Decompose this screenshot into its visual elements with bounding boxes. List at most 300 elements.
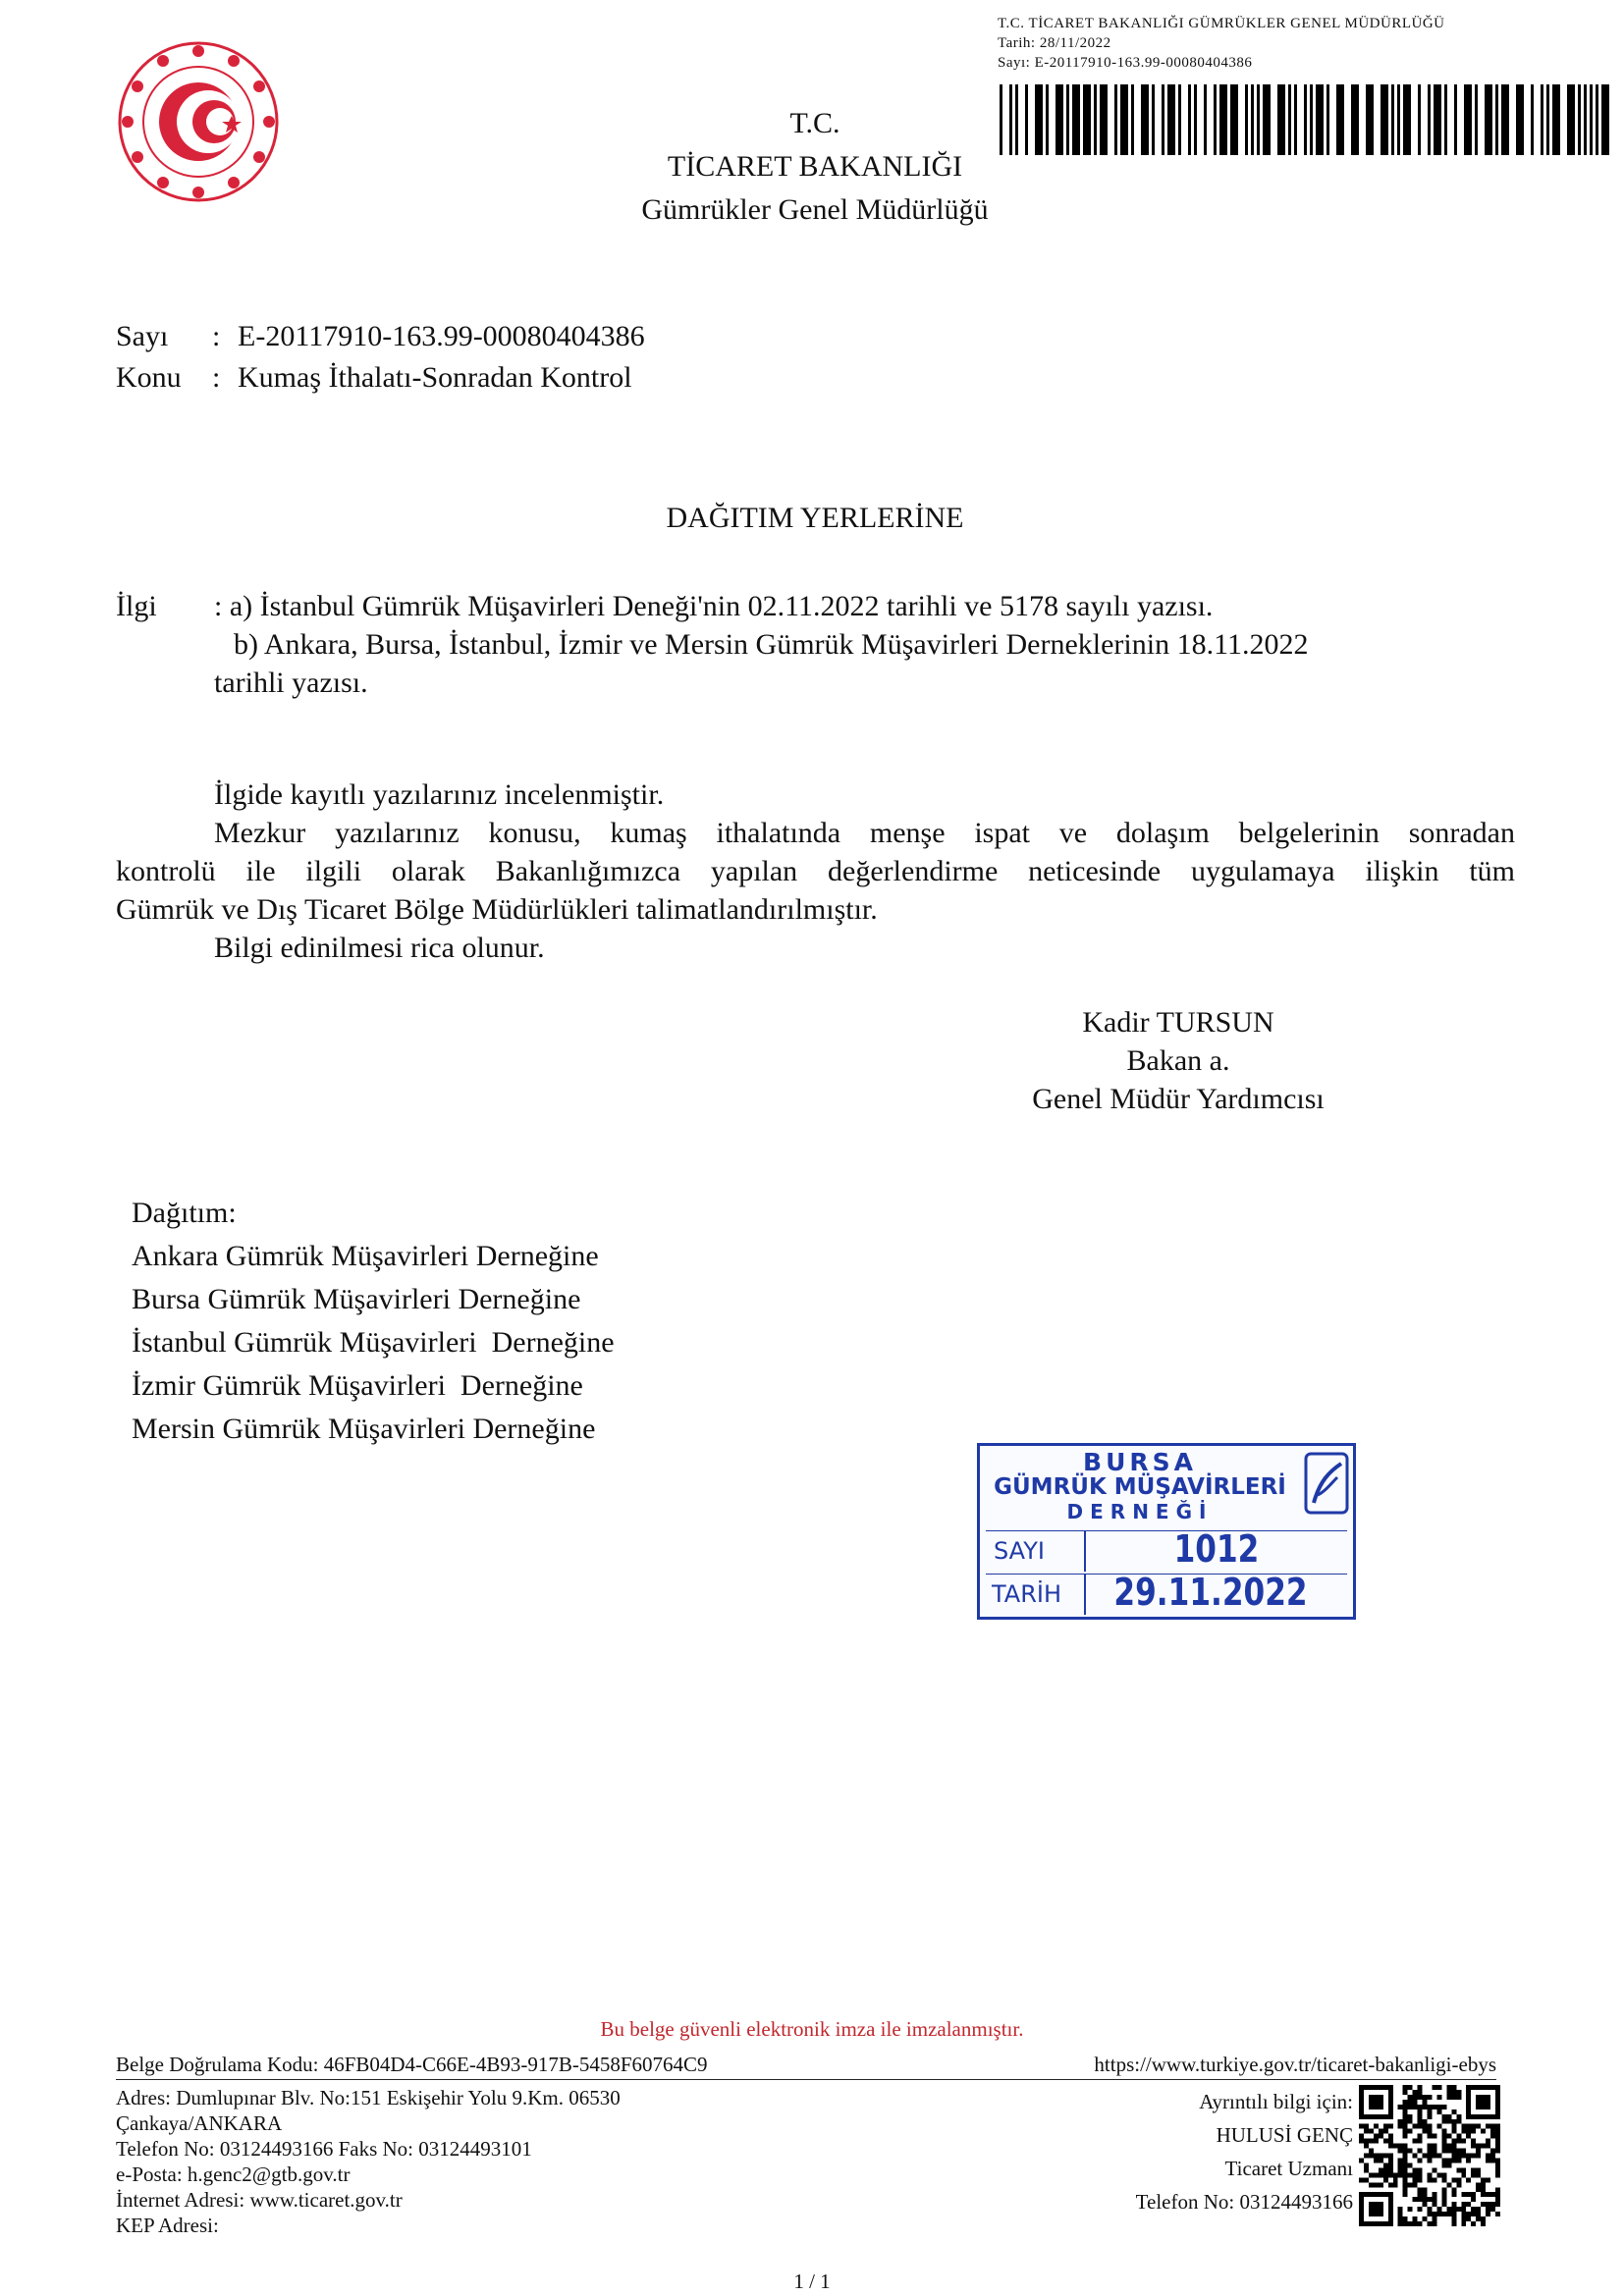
qr-module (1408, 2221, 1413, 2226)
qr-module (1441, 2119, 1446, 2124)
qr-module (1451, 2139, 1456, 2144)
barcode-bar (1531, 84, 1534, 155)
qr-module (1423, 2119, 1428, 2124)
ministry-seal-logo (116, 39, 281, 204)
qr-module (1369, 2154, 1374, 2159)
qr-module (1423, 2105, 1428, 2109)
qr-module (1398, 2167, 1403, 2172)
stamp-tarih-value: 29.11.2022 (1113, 1571, 1308, 1614)
qr-module (1486, 2144, 1490, 2149)
header-ministry: TİCARET BAKANLIĞI (667, 150, 963, 183)
qr-module (1418, 2085, 1423, 2090)
barcode-bar (1495, 84, 1498, 155)
footer-contact-block (982, 2085, 1353, 2218)
qr-module (1423, 2216, 1428, 2221)
qr-module (1403, 2085, 1408, 2090)
qr-module (1486, 2158, 1490, 2163)
qr-module (1398, 2124, 1403, 2129)
barcode-bar (1194, 84, 1197, 155)
qr-module (1393, 2172, 1398, 2177)
qr-module (1495, 2197, 1500, 2202)
qr-module (1451, 2090, 1456, 2095)
body-paragraph-2-line-2: kontrolü ile ilgili olarak Bakanlığımızca yapılan değerlendirme neticesinde uygulamaya ilişkin tüm (116, 855, 1515, 887)
qr-module (1436, 2105, 1441, 2109)
qr-module (1379, 2129, 1383, 2134)
qr-module (1428, 2109, 1433, 2114)
signatory-role-2: Genel Müdür Yardımcısı (1032, 1083, 1325, 1115)
qr-module (1471, 2172, 1476, 2177)
barcode-bar (1397, 84, 1400, 155)
qr-module (1398, 2172, 1403, 2177)
barcode-header-line: T.C. TİCARET BAKANLIĞI GÜMRÜKLER GENEL MÜDÜRLÜĞÜ (998, 16, 1445, 31)
qr-module (1398, 2119, 1403, 2124)
qr-module (1486, 2202, 1490, 2207)
qr-module (1461, 2129, 1466, 2134)
qr-module (1369, 2182, 1374, 2187)
qr-module (1451, 2221, 1456, 2226)
qr-module (1451, 2149, 1456, 2154)
meta-sayi-value: E-20117910-163.99-00080404386 (238, 320, 645, 352)
qr-module (1383, 2154, 1388, 2159)
ilgi-item-a: : a) İstanbul Gümrük Müşavirleri Deneği'nin 02.11.2022 tarihli ve 5178 sayılı yazısı. (214, 590, 1214, 622)
qr-module (1374, 2172, 1379, 2177)
qr-module (1359, 2158, 1364, 2163)
qr-module (1408, 2129, 1413, 2134)
qr-module (1486, 2192, 1490, 2197)
qr-module (1374, 2154, 1379, 2159)
qr-module (1428, 2154, 1433, 2159)
qr-module (1441, 2202, 1446, 2207)
barcode-bar (1475, 84, 1478, 155)
qr-module (1466, 2192, 1471, 2197)
qr-module (1461, 2139, 1466, 2144)
qr-module (1418, 2221, 1423, 2226)
qr-module (1403, 2124, 1408, 2129)
qr-module (1481, 2221, 1486, 2226)
qr-module (1466, 2154, 1471, 2159)
qr-module (1432, 2216, 1436, 2221)
footer-divider (116, 2079, 1496, 2080)
qr-module (1495, 2144, 1500, 2149)
barcode-bar (1277, 84, 1285, 155)
qr-module (1403, 2216, 1408, 2221)
qr-module (1451, 2177, 1456, 2182)
qr-module (1408, 2119, 1413, 2124)
qr-module (1476, 2144, 1481, 2149)
qr-module (1461, 2149, 1466, 2154)
qr-module (1471, 2144, 1476, 2149)
qr-module (1461, 2154, 1466, 2159)
qr-module (1413, 2154, 1418, 2159)
barcode-date-line: Tarih: 28/11/2022 (998, 35, 1111, 51)
qr-module (1403, 2167, 1408, 2172)
qr-module (1388, 2158, 1393, 2163)
qr-module (1456, 2114, 1461, 2119)
qr-module (1379, 2172, 1383, 2177)
qr-module (1418, 2197, 1423, 2202)
barcode-bar (1326, 84, 1329, 155)
qr-module (1481, 2182, 1486, 2187)
qr-module (1383, 2129, 1388, 2134)
qr-module (1364, 2144, 1369, 2149)
barcode-bar (1464, 84, 1472, 155)
qr-module (1451, 2187, 1456, 2192)
qr-module (1432, 2154, 1436, 2159)
qr-module (1446, 2144, 1451, 2149)
qr-module (1471, 2167, 1476, 2172)
qr-module (1476, 2167, 1481, 2172)
qr-module (1383, 2163, 1388, 2167)
qr-module (1413, 2177, 1418, 2182)
qr-module (1379, 2134, 1383, 2139)
qr-module (1383, 2167, 1388, 2172)
qr-module (1428, 2095, 1433, 2100)
qr-module (1403, 2149, 1408, 2154)
qr-module (1413, 2182, 1418, 2187)
qr-module (1418, 2134, 1423, 2139)
qr-module (1456, 2090, 1461, 2095)
qr-code[interactable] (1359, 2085, 1500, 2226)
qr-module (1403, 2109, 1408, 2114)
qr-module (1359, 2139, 1364, 2144)
barcode-bar (1454, 84, 1457, 155)
qr-module (1461, 2207, 1466, 2212)
qr-module (1423, 2095, 1428, 2100)
qr-module (1403, 2182, 1408, 2187)
footer-contact-name: HULUSİ GENÇ (1216, 2123, 1353, 2147)
qr-module (1471, 2221, 1476, 2226)
qr-module (1369, 2129, 1374, 2134)
qr-module (1364, 2163, 1369, 2167)
qr-module (1441, 2172, 1446, 2177)
footer-kep: KEP Adresi: (116, 2214, 219, 2237)
list-item: İzmir Gümrük Müşavirleri Derneğine (132, 1369, 583, 1402)
qr-module (1446, 2095, 1451, 2100)
qr-module (1428, 2124, 1433, 2129)
qr-module (1388, 2139, 1393, 2144)
qr-module (1436, 2109, 1441, 2114)
qr-module (1403, 2114, 1408, 2119)
qr-module (1441, 2197, 1446, 2202)
qr-module (1495, 2163, 1500, 2167)
qr-module (1476, 2216, 1481, 2221)
barcode-bar (1178, 84, 1181, 155)
qr-module (1364, 2167, 1369, 2172)
qr-module (1403, 2187, 1408, 2192)
qr-module (1418, 2095, 1423, 2100)
qr-module (1451, 2158, 1456, 2163)
footer-address-2: Çankaya/ANKARA (116, 2111, 283, 2135)
barcode-bar (1403, 84, 1411, 155)
qr-module (1388, 2134, 1393, 2139)
qr-module (1486, 2212, 1490, 2216)
meta-sayi-row (116, 316, 901, 357)
qr-module (1403, 2119, 1408, 2124)
qr-module (1398, 2207, 1403, 2212)
qr-module (1486, 2177, 1490, 2182)
qr-module (1408, 2085, 1413, 2090)
qr-module (1423, 2100, 1428, 2105)
qr-module (1428, 2105, 1433, 2109)
barcode-bar (1590, 84, 1593, 155)
received-stamp (977, 1443, 1356, 1620)
qr-module (1446, 2149, 1451, 2154)
distribution-title: Dağıtım: (132, 1197, 237, 1229)
verification-url-link[interactable]: https://www.turkiye.gov.tr/ticaret-bakanligi-ebys (1094, 2053, 1496, 2076)
qr-module (1481, 2216, 1486, 2221)
qr-module (1418, 2177, 1423, 2182)
qr-module (1466, 2202, 1471, 2207)
footer-contact-phone: Telefon No: 03124493166 (1135, 2190, 1353, 2214)
qr-module (1461, 2216, 1466, 2221)
qr-module (1432, 2134, 1436, 2139)
barcode-bar (1351, 84, 1359, 155)
qr-module (1432, 2202, 1436, 2207)
qr-module (1398, 2212, 1403, 2216)
qr-module (1461, 2202, 1466, 2207)
qr-module (1446, 2114, 1451, 2119)
qr-module (1441, 2105, 1446, 2109)
qr-module (1413, 2139, 1418, 2144)
qr-module (1383, 2139, 1388, 2144)
stamp-city: BURSA (1083, 1448, 1197, 1476)
stamp-org-suffix: DERNEĞİ (1066, 1500, 1214, 1523)
qr-module (1436, 2212, 1441, 2216)
qr-module (1418, 2124, 1423, 2129)
qr-module (1398, 2105, 1403, 2109)
qr-module (1393, 2144, 1398, 2149)
qr-module (1456, 2158, 1461, 2163)
qr-module (1476, 2172, 1481, 2177)
qr-module (1403, 2221, 1408, 2226)
qr-module (1446, 2134, 1451, 2139)
qr-module (1359, 2124, 1364, 2129)
qr-module (1403, 2192, 1408, 2197)
qr-module (1495, 2172, 1500, 2177)
qr-module (1388, 2124, 1393, 2129)
qr-module (1441, 2149, 1446, 2154)
qr-module (1432, 2177, 1436, 2182)
qr-module (1408, 2100, 1413, 2105)
qr-module (1423, 2202, 1428, 2207)
qr-module (1364, 2154, 1369, 2159)
qr-module (1495, 2139, 1500, 2144)
qr-module (1369, 2149, 1374, 2154)
qr-module (1490, 2154, 1495, 2159)
barcode-number-line: Sayı: E-20117910-163.99-00080404386 (998, 55, 1253, 71)
qr-module (1495, 2202, 1500, 2207)
qr-module (1403, 2172, 1408, 2177)
qr-module (1398, 2163, 1403, 2167)
qr-module (1441, 2163, 1446, 2167)
qr-module (1490, 2192, 1495, 2197)
qr-module (1403, 2144, 1408, 2149)
barcode-bar (1204, 84, 1207, 155)
meta-konu-label: Konu (116, 361, 182, 394)
qr-module (1359, 2134, 1364, 2139)
barcode-bar (1251, 84, 1254, 155)
qr-module (1428, 2114, 1433, 2119)
qr-module (1436, 2095, 1441, 2100)
qr-module (1359, 2177, 1364, 2182)
qr-module (1461, 2212, 1466, 2216)
qr-module (1441, 2212, 1446, 2216)
qr-module (1446, 2212, 1451, 2216)
barcode-bar (1380, 84, 1388, 155)
body-paragraph-3: Bilgi edinilmesi rica olunur. (214, 932, 545, 964)
qr-module (1481, 2177, 1486, 2182)
qr-module (1393, 2182, 1398, 2187)
qr-module (1456, 2119, 1461, 2124)
barcode-bar (1516, 84, 1524, 155)
qr-module (1428, 2172, 1433, 2177)
qr-module (1379, 2154, 1383, 2159)
qr-module (1461, 2192, 1466, 2197)
qr-module (1403, 2134, 1408, 2139)
qr-module (1466, 2158, 1471, 2163)
qr-module (1436, 2207, 1441, 2212)
qr-module (1495, 2212, 1500, 2216)
qr-module (1456, 2149, 1461, 2154)
verification-code: Belge Doğrulama Kodu: 46FB04D4-C66E-4B93-917B-5458F60764C9 (116, 2053, 708, 2076)
qr-module (1379, 2182, 1383, 2187)
stamp-emblem-icon (1304, 1452, 1349, 1515)
qr-module (1374, 2158, 1379, 2163)
qr-module (1471, 2139, 1476, 2144)
qr-module (1374, 2139, 1379, 2144)
qr-module (1441, 2134, 1446, 2139)
qr-module (1432, 2085, 1436, 2090)
qr-module (1374, 2182, 1379, 2187)
barcode-bar (1596, 84, 1598, 155)
footer-email-link[interactable]: e-Posta: h.genc2@gtb.gov.tr (116, 2163, 351, 2186)
qr-module (1471, 2154, 1476, 2159)
barcode-bar (1552, 84, 1560, 155)
qr-module (1408, 2182, 1413, 2187)
qr-module (1476, 2154, 1481, 2159)
qr-module (1451, 2154, 1456, 2159)
qr-module (1428, 2207, 1433, 2212)
qr-module (1418, 2192, 1423, 2197)
qr-module (1436, 2124, 1441, 2129)
ilgi-item-b: b) Ankara, Bursa, İstanbul, İzmir ve Mersin Gümrük Müşavirleri Derneklerinin 18.11.2022 (234, 628, 1309, 661)
qr-module (1471, 2192, 1476, 2197)
body-paragraph-1: İlgide kayıtlı yazılarınız incelenmiştir. (214, 778, 665, 811)
qr-module (1495, 2149, 1500, 2154)
barcode-bar (1316, 84, 1324, 155)
barcode-bar (1288, 84, 1291, 155)
qr-module (1364, 2129, 1369, 2134)
body-paragraph-2-line-1: Mezkur yazılarınız konusu, kumaş ithalatında menşe ispat ve dolaşım belgelerinin sonradan (214, 817, 1515, 849)
qr-module (1490, 2149, 1495, 2154)
footer-internet-link[interactable]: İnternet Adresi: www.ticaret.gov.tr (116, 2188, 403, 2212)
qr-module (1451, 2144, 1456, 2149)
barcode-bar (1578, 84, 1581, 155)
qr-module (1441, 2139, 1446, 2144)
qr-module (1490, 2129, 1495, 2134)
qr-module (1379, 2167, 1383, 2172)
stamp-org: GÜMRÜK MÜŞAVİRLERİ (994, 1474, 1286, 1500)
qr-module (1461, 2172, 1466, 2177)
header-directorate: Gümrükler Genel Müdürlüğü (641, 193, 989, 226)
barcode-bar (1310, 84, 1313, 155)
signatory-role-1: Bakan a. (1126, 1044, 1230, 1077)
qr-module (1451, 2207, 1456, 2212)
qr-module (1418, 2114, 1423, 2119)
qr-module (1432, 2197, 1436, 2202)
qr-module (1423, 2187, 1428, 2192)
footer-detail-label: Ayrıntılı bilgi için: (1199, 2090, 1353, 2113)
qr-module (1428, 2129, 1433, 2134)
barcode-bar (1304, 84, 1307, 155)
qr-module (1495, 2129, 1500, 2134)
qr-module (1461, 2167, 1466, 2172)
qr-module (1398, 2149, 1403, 2154)
qr-module (1408, 2105, 1413, 2109)
qr-module (1403, 2158, 1408, 2163)
qr-module (1490, 2207, 1495, 2212)
qr-module (1490, 2202, 1495, 2207)
barcode-bar (1263, 84, 1271, 155)
qr-module (1403, 2163, 1408, 2167)
barcode-bar (1188, 84, 1191, 155)
qr-module (1476, 2124, 1481, 2129)
qr-module (1413, 2124, 1418, 2129)
qr-module (1466, 2134, 1471, 2139)
qr-module (1403, 2154, 1408, 2159)
qr-module (1471, 2124, 1476, 2129)
qr-module (1432, 2167, 1436, 2172)
barcode-bar (1230, 84, 1238, 155)
qr-module (1398, 2221, 1403, 2226)
qr-module (1490, 2134, 1495, 2139)
ilgi-label: İlgi (116, 590, 157, 622)
qr-module (1418, 2207, 1423, 2212)
barcode-bar (1294, 84, 1297, 155)
qr-module (1418, 2119, 1423, 2124)
footer-phone-fax: Telefon No: 03124493166 Faks No: 03124493101 (116, 2137, 532, 2161)
qr-module (1374, 2124, 1379, 2129)
qr-module (1393, 2177, 1398, 2182)
qr-module (1456, 2134, 1461, 2139)
qr-module (1408, 2207, 1413, 2212)
signatory-name: Kadir TURSUN (1082, 1006, 1274, 1039)
qr-module (1398, 2158, 1403, 2163)
qr-module (1490, 2158, 1495, 2163)
qr-module (1495, 2167, 1500, 2172)
esign-notice: Bu belge güvenli elektronik imza ile imzalanmıştır. (600, 2017, 1024, 2041)
qr-module (1413, 2090, 1418, 2095)
list-item: Mersin Gümrük Müşavirleri Derneğine (132, 1413, 596, 1445)
barcode-bar (1257, 84, 1260, 155)
footer-address-1: Adres: Dumlupınar Blv. No:151 Eskişehir Yolu 9.Km. 06530 (116, 2086, 621, 2109)
qr-module (1446, 2090, 1451, 2095)
qr-module (1456, 2177, 1461, 2182)
footer-address-block (116, 2085, 621, 2238)
qr-module (1369, 2202, 1383, 2216)
meta-konu-row (116, 357, 901, 399)
header-tc: T.C. (789, 107, 840, 139)
qr-module (1495, 2192, 1500, 2197)
qr-module (1456, 2182, 1461, 2187)
qr-module (1418, 2109, 1423, 2114)
footer-contact-title: Ticaret Uzmanı (1224, 2157, 1353, 2180)
qr-module (1418, 2149, 1423, 2154)
qr-module (1364, 2177, 1369, 2182)
qr-module (1403, 2090, 1408, 2095)
qr-module (1423, 2154, 1428, 2159)
qr-module (1481, 2187, 1486, 2192)
